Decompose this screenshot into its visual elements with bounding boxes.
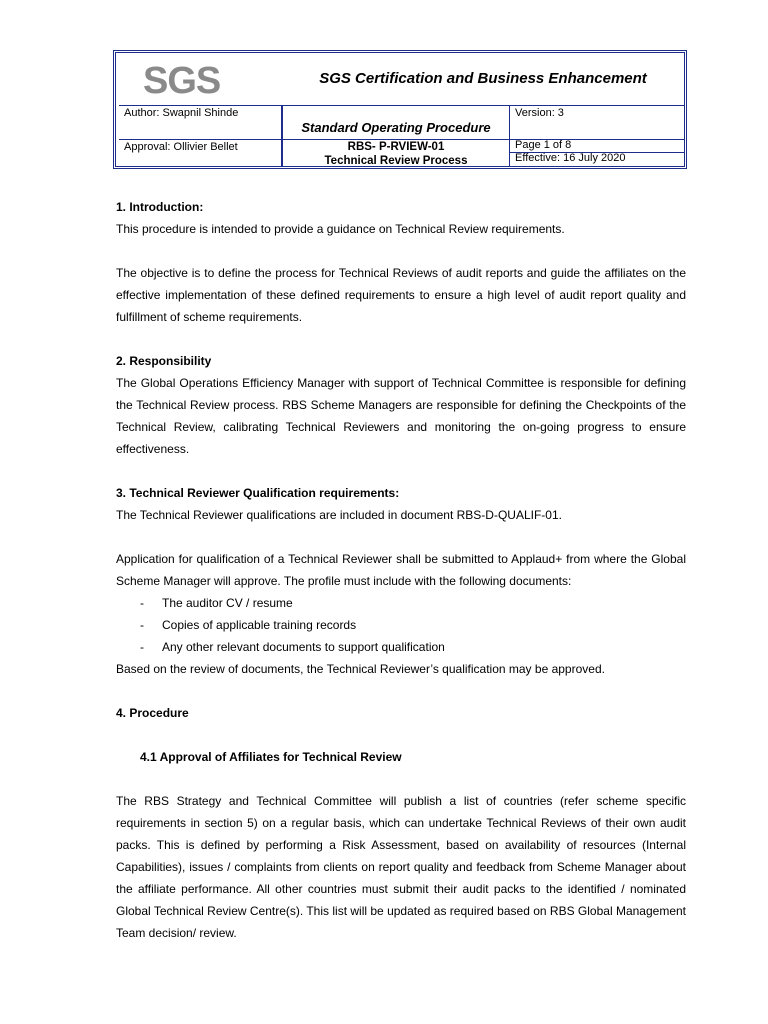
doc-type-cell bbox=[282, 106, 510, 140]
section-4-1-heading: 4.1 Approval of Affiliates for Technical Review bbox=[140, 750, 402, 764]
effective-date: Effective: 16 July 2020 bbox=[515, 152, 626, 164]
logo-cell bbox=[119, 56, 282, 106]
version-cell bbox=[510, 106, 684, 140]
doc-type: Standard Operating Procedure bbox=[301, 120, 491, 135]
qualification-documents-list bbox=[116, 592, 686, 658]
section-2-heading: 2. Responsibility bbox=[116, 354, 212, 368]
page-number: Page 1 of 8 bbox=[515, 139, 572, 151]
section-3-paragraph-3: Based on the review of documents, the Technical Reviewer’s qualification may be approved. bbox=[116, 662, 605, 676]
section-2-paragraph-1: The Global Operations Efficiency Manager with support of Technical Committee is responsible for defining the Technical Review process. RBS Scheme Managers are responsible for defining the Checkpoints of the Technical Review, calibrating Technical Reviewers and monitoring the on-going progress to ensure effectiveness. bbox=[116, 376, 686, 456]
approval-cell bbox=[119, 140, 282, 166]
list-item: - Copies of applicable training records bbox=[140, 618, 357, 632]
section-3-heading: 3. Technical Reviewer Qualification requirements: bbox=[116, 486, 400, 500]
section-4-1-paragraph-1: The RBS Strategy and Technical Committee will publish a list of countries (refer scheme specific requirements in section 5) on a regular basis, which can undertake Technical Reviews of their own audit packs. This is defined by performing a Risk Assessment, based on availability of resources (Internal Capabilities), issues / complaints from clients on report quality and feedback from Scheme Manager about the affiliate performance. All other countries must submit their audit packs to the identified / nominated Global Technical Review Centre(s). This list will be updated as required based on RBS Global Management Team decision/ review. bbox=[116, 794, 686, 940]
doc-code: RBS- P-RVIEW-01 bbox=[347, 141, 445, 153]
approval: Approval: Ollivier Bellet bbox=[124, 141, 238, 153]
list-item: - Any other relevant documents to support qualification bbox=[140, 640, 445, 654]
section-1-paragraph-2: The objective is to define the process for Technical Reviews of audit reports and guide the affiliates on the effective implementation of these defined requirements to ensure a high level of audit report quality and fulfillment of scheme requirements. bbox=[116, 266, 686, 324]
sgs-logo: SGS bbox=[143, 60, 221, 102]
version: Version: 3 bbox=[515, 107, 564, 119]
title-cell bbox=[282, 56, 684, 106]
author-cell bbox=[119, 106, 282, 140]
section-1-heading: 1. Introduction: bbox=[116, 200, 204, 214]
document-body bbox=[116, 196, 686, 944]
section-4-heading: 4. Procedure bbox=[116, 706, 189, 720]
effective-cell bbox=[510, 153, 684, 166]
section-3-paragraph-2: Application for qualification of a Technical Reviewer shall be submitted to Applaud+ from where the Global Scheme Manager will approve. The profile must include with the following documents: bbox=[116, 552, 686, 588]
section-1-paragraph-1: This procedure is intended to provide a guidance on Technical Review requirements. bbox=[116, 222, 565, 236]
doc-name: Technical Review Process bbox=[324, 155, 468, 167]
section-3-paragraph-1: The Technical Reviewer qualifications are included in document RBS-D-QUALIF-01. bbox=[116, 508, 562, 522]
doc-code-cell bbox=[282, 140, 510, 166]
author: Author: Swapnil Shinde bbox=[124, 107, 239, 119]
list-item: - The auditor CV / resume bbox=[140, 596, 293, 610]
document-header bbox=[113, 50, 687, 169]
company-title: SGS Certification and Business Enhancement bbox=[319, 70, 647, 87]
